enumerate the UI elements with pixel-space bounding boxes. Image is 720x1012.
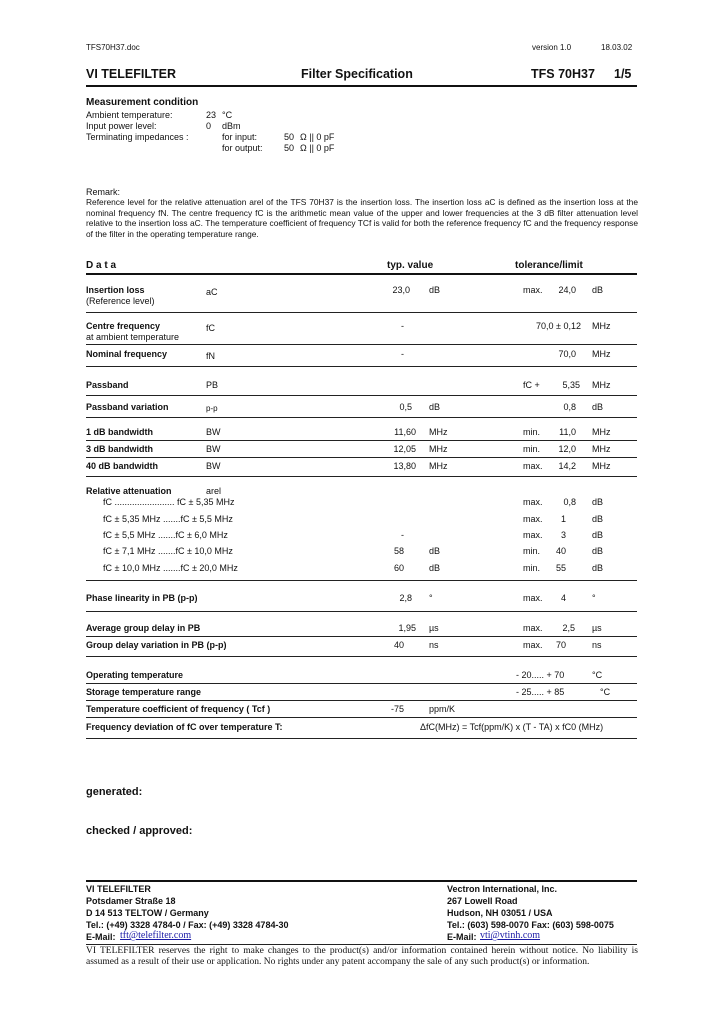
- tol-value: 24,0: [558, 285, 576, 295]
- row-divider: [86, 611, 637, 612]
- footer-left-line: Tel.: (+49) 3328 4784-0 / Fax: (+49) 3328 4784-30: [86, 920, 289, 930]
- typ-unit: °: [429, 593, 433, 603]
- typ-unit: dB: [429, 563, 441, 573]
- meas-sub: for output:: [222, 143, 263, 153]
- tol-unit: dB: [592, 514, 604, 524]
- tol-label: max.: [523, 530, 543, 540]
- header-rule: [86, 85, 637, 87]
- tol-label: max.: [523, 461, 543, 471]
- param-symbol: aC: [206, 287, 218, 297]
- tol-unit: °C: [592, 670, 603, 680]
- tol-label: min.: [523, 563, 541, 573]
- tol-unit: MHz: [592, 444, 611, 454]
- typ-unit: MHz: [429, 427, 448, 437]
- row-divider: [86, 636, 637, 637]
- tol-unit: °: [592, 593, 596, 603]
- typ-value: -: [401, 530, 404, 540]
- tol-value: - 20..... + 70: [516, 670, 565, 680]
- tol-unit: MHz: [592, 461, 611, 471]
- param-name: 3 dB bandwidth: [86, 444, 153, 454]
- typ-value: 2,8: [399, 593, 412, 603]
- row-divider: [86, 344, 637, 345]
- param-symbol: fN: [206, 351, 215, 361]
- tol-label: max.: [523, 593, 543, 603]
- col-tol: tolerance/limit: [515, 260, 583, 271]
- tol-label: fC +: [523, 380, 540, 390]
- table-header-rule: [86, 273, 637, 275]
- footer-email-link[interactable]: tft@telefilter.com: [120, 930, 192, 941]
- typ-value: 23,0: [392, 285, 410, 295]
- tol-label: max.: [523, 514, 543, 524]
- row-divider: [86, 476, 637, 477]
- footer-right-line: Hudson, NH 03051 / USA: [447, 908, 553, 918]
- param-name: Operating temperature: [86, 670, 184, 680]
- tol-value: 1: [560, 514, 566, 524]
- meas-value: 0: [206, 121, 212, 131]
- tol-value: 70: [555, 640, 566, 650]
- meas-label: Ambient temperature:: [86, 110, 173, 120]
- tol-unit: MHz: [592, 380, 611, 390]
- meas-value: 23: [206, 110, 217, 120]
- typ-value: 0,5: [399, 402, 412, 412]
- tol-value: 40: [555, 546, 566, 556]
- rel-range: fC ± 10,0 MHz .......fC ± 20,0 MHz: [103, 563, 238, 573]
- tol-unit: dB: [592, 546, 604, 556]
- typ-value: 1,95: [398, 623, 416, 633]
- tol-value: 4: [560, 593, 566, 603]
- doc-filename: TFS70H37.doc: [86, 43, 140, 52]
- typ-value: 13,80: [393, 461, 416, 471]
- col-data: D a t a: [86, 260, 117, 271]
- typ-unit: dB: [429, 402, 441, 412]
- row-divider: [86, 580, 637, 581]
- footer-email-label: E-Mail:: [447, 932, 477, 942]
- doc-date: 18.03.02: [601, 43, 633, 52]
- page-number: 1/5: [614, 67, 632, 81]
- param-name: Group delay variation in PB (p-p): [86, 640, 227, 650]
- param-name: Passband: [86, 380, 129, 390]
- footer-right-line: 267 Lowell Road: [447, 896, 518, 906]
- rel-range: fC ........................ fC ± 5,35 MHz: [103, 497, 235, 507]
- tol-unit: MHz: [592, 349, 611, 359]
- tol-value: 70,0 ± 0,12: [536, 321, 581, 331]
- checked-label: checked / approved:: [86, 825, 193, 837]
- footer-left-line: D 14 513 TELTOW / Germany: [86, 908, 209, 918]
- row-divider: [86, 656, 637, 657]
- row-divider: [86, 312, 637, 313]
- param-name: Insertion loss: [86, 285, 145, 295]
- tol-label: min.: [523, 427, 541, 437]
- tol-value: 0,8: [563, 402, 576, 412]
- typ-value: -: [401, 321, 404, 331]
- typ-unit: µs: [429, 623, 439, 633]
- param-symbol: BW: [206, 461, 221, 471]
- param-symbol: PB: [206, 380, 219, 390]
- tol-unit: dB: [592, 497, 604, 507]
- tol-label: max.: [523, 623, 543, 633]
- generated-label: generated:: [86, 786, 143, 798]
- tol-unit: dB: [592, 530, 604, 540]
- param-symbol: BW: [206, 444, 221, 454]
- tol-label: max.: [523, 497, 543, 507]
- param-name: 40 dB bandwidth: [86, 461, 158, 471]
- tol-label: min.: [523, 444, 541, 454]
- row-divider: [86, 440, 637, 441]
- param-name: 1 dB bandwidth: [86, 427, 153, 437]
- param-name: Nominal frequency: [86, 349, 168, 359]
- tol-value: 12,0: [558, 444, 576, 454]
- row-divider: [86, 683, 637, 684]
- row-divider: [86, 457, 637, 458]
- col-typ: typ. value: [387, 260, 434, 271]
- param-name: Storage temperature range: [86, 687, 202, 697]
- tol-value: 11,0: [559, 427, 576, 437]
- typ-value: 11,60: [394, 427, 416, 437]
- meas-label: Terminating impedances :: [86, 132, 189, 142]
- row-divider: [86, 366, 637, 367]
- tol-unit: dB: [592, 402, 604, 412]
- part-number: TFS 70H37: [531, 67, 595, 81]
- formula: ΔfC(MHz) = Tcf(ppm/K) x (T - TA) x fC0 (MHz): [420, 722, 604, 732]
- param-name: Centre frequency: [86, 321, 161, 331]
- param-symbol: BW: [206, 427, 221, 437]
- tol-unit: °C: [600, 687, 611, 697]
- tol-unit: ns: [592, 640, 602, 650]
- tol-value: 5,35: [562, 380, 580, 390]
- meas-unit: dBm: [222, 121, 241, 131]
- doc-title: Filter Specification: [301, 67, 413, 81]
- param-name2: (Reference level): [86, 296, 155, 306]
- typ-unit: MHz: [429, 444, 448, 454]
- tol-value: 70,0: [558, 349, 576, 359]
- typ-value: -75: [390, 704, 404, 714]
- typ-unit: ns: [429, 640, 439, 650]
- meas-unit: Ω || 0 pF: [300, 132, 335, 142]
- rel-range: fC ± 7,1 MHz .......fC ± 10,0 MHz: [103, 546, 233, 556]
- typ-value: -: [401, 349, 404, 359]
- rel-heading: Relative attenuation: [86, 486, 172, 496]
- footer-right-line: Tel.: (603) 598-0070 Fax: (603) 598-0075: [447, 920, 614, 930]
- param-name: Frequency deviation of fC over temperature T:: [86, 722, 283, 732]
- doc-version: version 1.0: [532, 43, 572, 52]
- footer-rule: [86, 944, 637, 945]
- param-name: Average group delay in PB: [86, 623, 201, 633]
- disclaimer: VI TELEFILTER reserves the right to make changes to the product(s) and/or information contained herein without notice. No liability is assumed as a result of their use or application. No rights under any patent accompany the sale of any such product(s) or information.: [86, 946, 638, 967]
- row-divider: [86, 700, 637, 701]
- param-name: Phase linearity in PB (p-p): [86, 593, 198, 603]
- footer-email-label: E-Mail:: [86, 932, 116, 942]
- meas-unit: °C: [222, 110, 233, 120]
- param-symbol: p-p: [206, 404, 218, 413]
- typ-value: 40: [393, 640, 404, 650]
- tol-label: max.: [523, 285, 543, 295]
- tol-unit: MHz: [592, 427, 611, 437]
- tol-value: 14,2: [558, 461, 576, 471]
- tol-value: 2,5: [562, 623, 575, 633]
- meas-sub: for input:: [222, 132, 258, 142]
- row-divider: [86, 417, 637, 418]
- footer-right-line: Vectron International, Inc.: [447, 884, 558, 894]
- remark-text: Reference level for the relative attenuation arel of the TFS 70H37 is the insertion loss. The insertion loss aC is defined as the insertion loss at the nominal frequency fN. The centre frequency fC is the arithmetic mean value of the upper and lower frequencies at the 3 dB filter attenuation level relative to the insertion loss aC. The temperature coefficient of frequency TCf is valid for both the reference frequency fC and the frequency response of the filter in the operating temperature range.: [86, 197, 638, 239]
- param-name: Passband variation: [86, 402, 169, 412]
- typ-value: 58: [393, 546, 404, 556]
- company-name: VI TELEFILTER: [86, 67, 177, 81]
- footer-rule: [86, 880, 637, 882]
- tol-value: 3: [560, 530, 566, 540]
- meas-unit: Ω || 0 pF: [300, 143, 335, 153]
- footer-left-line: VI TELEFILTER: [86, 884, 151, 894]
- param-name: Temperature coefficient of frequency ( Tcf ): [86, 704, 271, 714]
- tol-unit: dB: [592, 563, 604, 573]
- typ-value: 60: [393, 563, 404, 573]
- tol-unit: dB: [592, 285, 604, 295]
- row-divider: [86, 717, 637, 718]
- rel-range: fC ± 5,35 MHz .......fC ± 5,5 MHz: [103, 514, 233, 524]
- typ-value: 12,05: [393, 444, 416, 454]
- tol-value: 0,8: [563, 497, 576, 507]
- meas-value: 50: [284, 143, 295, 153]
- typ-unit: ppm/K: [429, 704, 456, 714]
- tol-value: - 25..... + 85: [516, 687, 565, 697]
- tol-label: max.: [523, 640, 543, 650]
- row-divider: [86, 395, 637, 396]
- footer-left-line: Potsdamer Straße 18: [86, 896, 176, 906]
- footer-email-link[interactable]: vti@vtinh.com: [480, 930, 541, 941]
- measurement-heading: Measurement condition: [86, 97, 199, 108]
- tol-unit: MHz: [592, 321, 611, 331]
- typ-unit: dB: [429, 546, 441, 556]
- typ-unit: MHz: [429, 461, 448, 471]
- meas-value: 50: [284, 132, 295, 142]
- remark-heading: Remark:: [86, 187, 121, 197]
- meas-label: Input power level:: [86, 121, 157, 131]
- tol-unit: µs: [592, 623, 602, 633]
- tol-label: min.: [523, 546, 541, 556]
- param-symbol: fC: [206, 323, 215, 333]
- rel-range: fC ± 5,5 MHz .......fC ± 6,0 MHz: [103, 530, 228, 540]
- typ-unit: dB: [429, 285, 441, 295]
- tol-value: 55: [555, 563, 566, 573]
- param-name2: at ambient temperature: [86, 332, 180, 342]
- row-divider: [86, 738, 637, 739]
- rel-symbol: arel: [206, 486, 222, 496]
